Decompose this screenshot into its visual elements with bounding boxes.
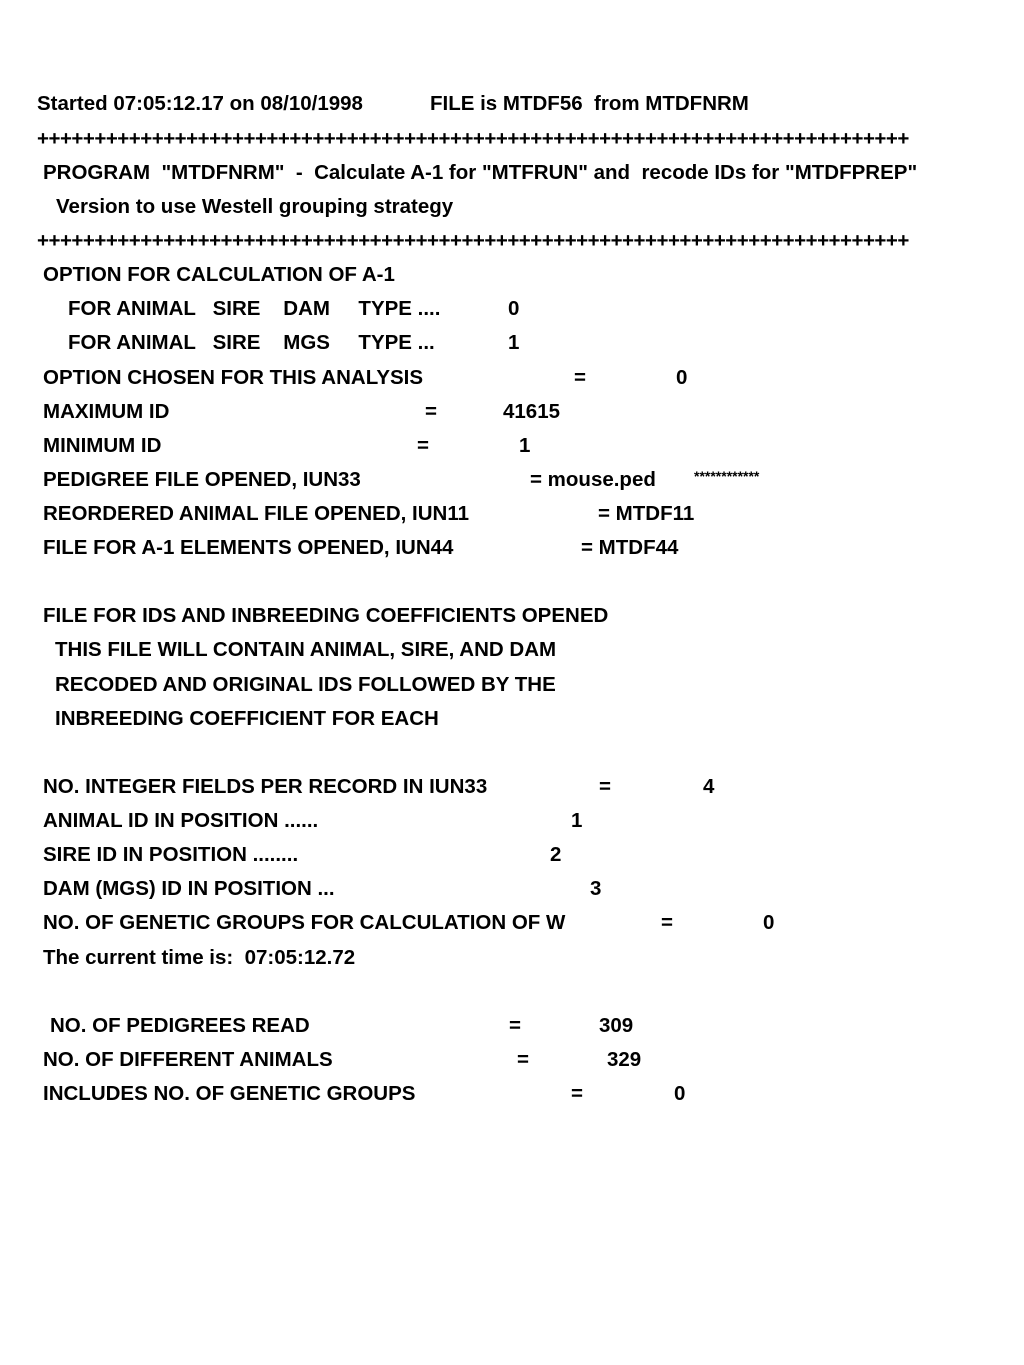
animal-pos-value: 1 xyxy=(571,809,583,832)
dam-pos-label: DAM (MGS) ID IN POSITION ... xyxy=(43,877,335,900)
pedigrees-read-label: NO. OF PEDIGREES READ xyxy=(50,1014,310,1037)
max-id-eq: = xyxy=(425,400,437,423)
animal-pos-label: ANIMAL ID IN POSITION ...... xyxy=(43,809,319,832)
includes-groups-value: 0 xyxy=(674,1082,686,1105)
different-animals-eq: = xyxy=(517,1048,529,1071)
min-id-value: 1 xyxy=(519,434,531,457)
a1-file-value: = MTDF44 xyxy=(581,536,679,559)
different-animals-label: NO. OF DIFFERENT ANIMALS xyxy=(43,1048,333,1071)
genetic-groups-w-label: NO. OF GENETIC GROUPS FOR CALCULATION OF W xyxy=(43,911,566,934)
sire-pos-label: SIRE ID IN POSITION ........ xyxy=(43,843,299,866)
min-id-label: MINIMUM ID xyxy=(43,434,162,457)
max-id-value: 41615 xyxy=(503,400,561,423)
ids-file-line-2: THIS FILE WILL CONTAIN ANIMAL, SIRE, AND DAM xyxy=(55,638,557,661)
version-line: Version to use Westell grouping strategy xyxy=(56,195,454,218)
int-fields-label: NO. INTEGER FIELDS PER RECORD IN IUN33 xyxy=(43,775,488,798)
separator-top: ++++++++++++++++++++++++++++++++++++++++++++++++++++++++++++++++++++++++++++ xyxy=(37,127,909,150)
ids-file-line-4: INBREEDING COEFFICIENT FOR EACH xyxy=(55,707,439,730)
sire-pos-value: 2 xyxy=(550,843,562,866)
pedigrees-read-value: 309 xyxy=(599,1014,634,1037)
program-line: PROGRAM "MTDFNRM" - Calculate A-1 for "MTFRUN" and recode IDs for "MTDFPREP" xyxy=(43,161,918,184)
includes-groups-label: INCLUDES NO. OF GENETIC GROUPS xyxy=(43,1082,416,1105)
reordered-file-label: REORDERED ANIMAL FILE OPENED, IUN11 xyxy=(43,502,470,525)
a1-file-label: FILE FOR A-1 ELEMENTS OPENED, IUN44 xyxy=(43,536,454,559)
genetic-groups-w-eq: = xyxy=(661,911,673,934)
reordered-file-value: = MTDF11 xyxy=(598,502,695,525)
pedigree-file-label: PEDIGREE FILE OPENED, IUN33 xyxy=(43,468,361,491)
option-chosen-eq: = xyxy=(574,366,586,389)
pedigree-file-value: = mouse.ped xyxy=(530,468,656,491)
min-id-eq: = xyxy=(417,434,429,457)
option-chosen-value: 0 xyxy=(676,366,688,389)
pedigrees-read-eq: = xyxy=(509,1014,521,1037)
current-time: The current time is: 07:05:12.72 xyxy=(43,946,356,969)
max-id-label: MAXIMUM ID xyxy=(43,400,170,423)
option-dam-value: 0 xyxy=(508,297,520,320)
ids-file-line-1: FILE FOR IDS AND INBREEDING COEFFICIENTS OPENED xyxy=(43,604,609,627)
genetic-groups-w-value: 0 xyxy=(763,911,775,934)
int-fields-eq: = xyxy=(599,775,611,798)
file-is-label: FILE is MTDF56 from MTDFNRM xyxy=(430,92,749,115)
option-header: OPTION FOR CALCULATION OF A-1 xyxy=(43,263,395,286)
includes-groups-eq: = xyxy=(571,1082,583,1105)
option-chosen-label: OPTION CHOSEN FOR THIS ANALYSIS xyxy=(43,366,424,389)
option-mgs-value: 1 xyxy=(508,331,520,354)
dam-pos-value: 3 xyxy=(590,877,602,900)
ids-file-line-3: RECODED AND ORIGINAL IDS FOLLOWED BY THE xyxy=(55,673,556,696)
different-animals-value: 329 xyxy=(607,1048,642,1071)
pedigree-file-stars: ************ xyxy=(694,468,760,484)
option-dam-label: FOR ANIMAL SIRE DAM TYPE .... xyxy=(68,297,441,320)
started-timestamp: Started 07:05:12.17 on 08/10/1998 xyxy=(37,92,363,115)
separator-bottom: ++++++++++++++++++++++++++++++++++++++++++++++++++++++++++++++++++++++++++++ xyxy=(37,229,909,252)
option-mgs-label: FOR ANIMAL SIRE MGS TYPE ... xyxy=(68,331,435,354)
int-fields-value: 4 xyxy=(703,775,715,798)
